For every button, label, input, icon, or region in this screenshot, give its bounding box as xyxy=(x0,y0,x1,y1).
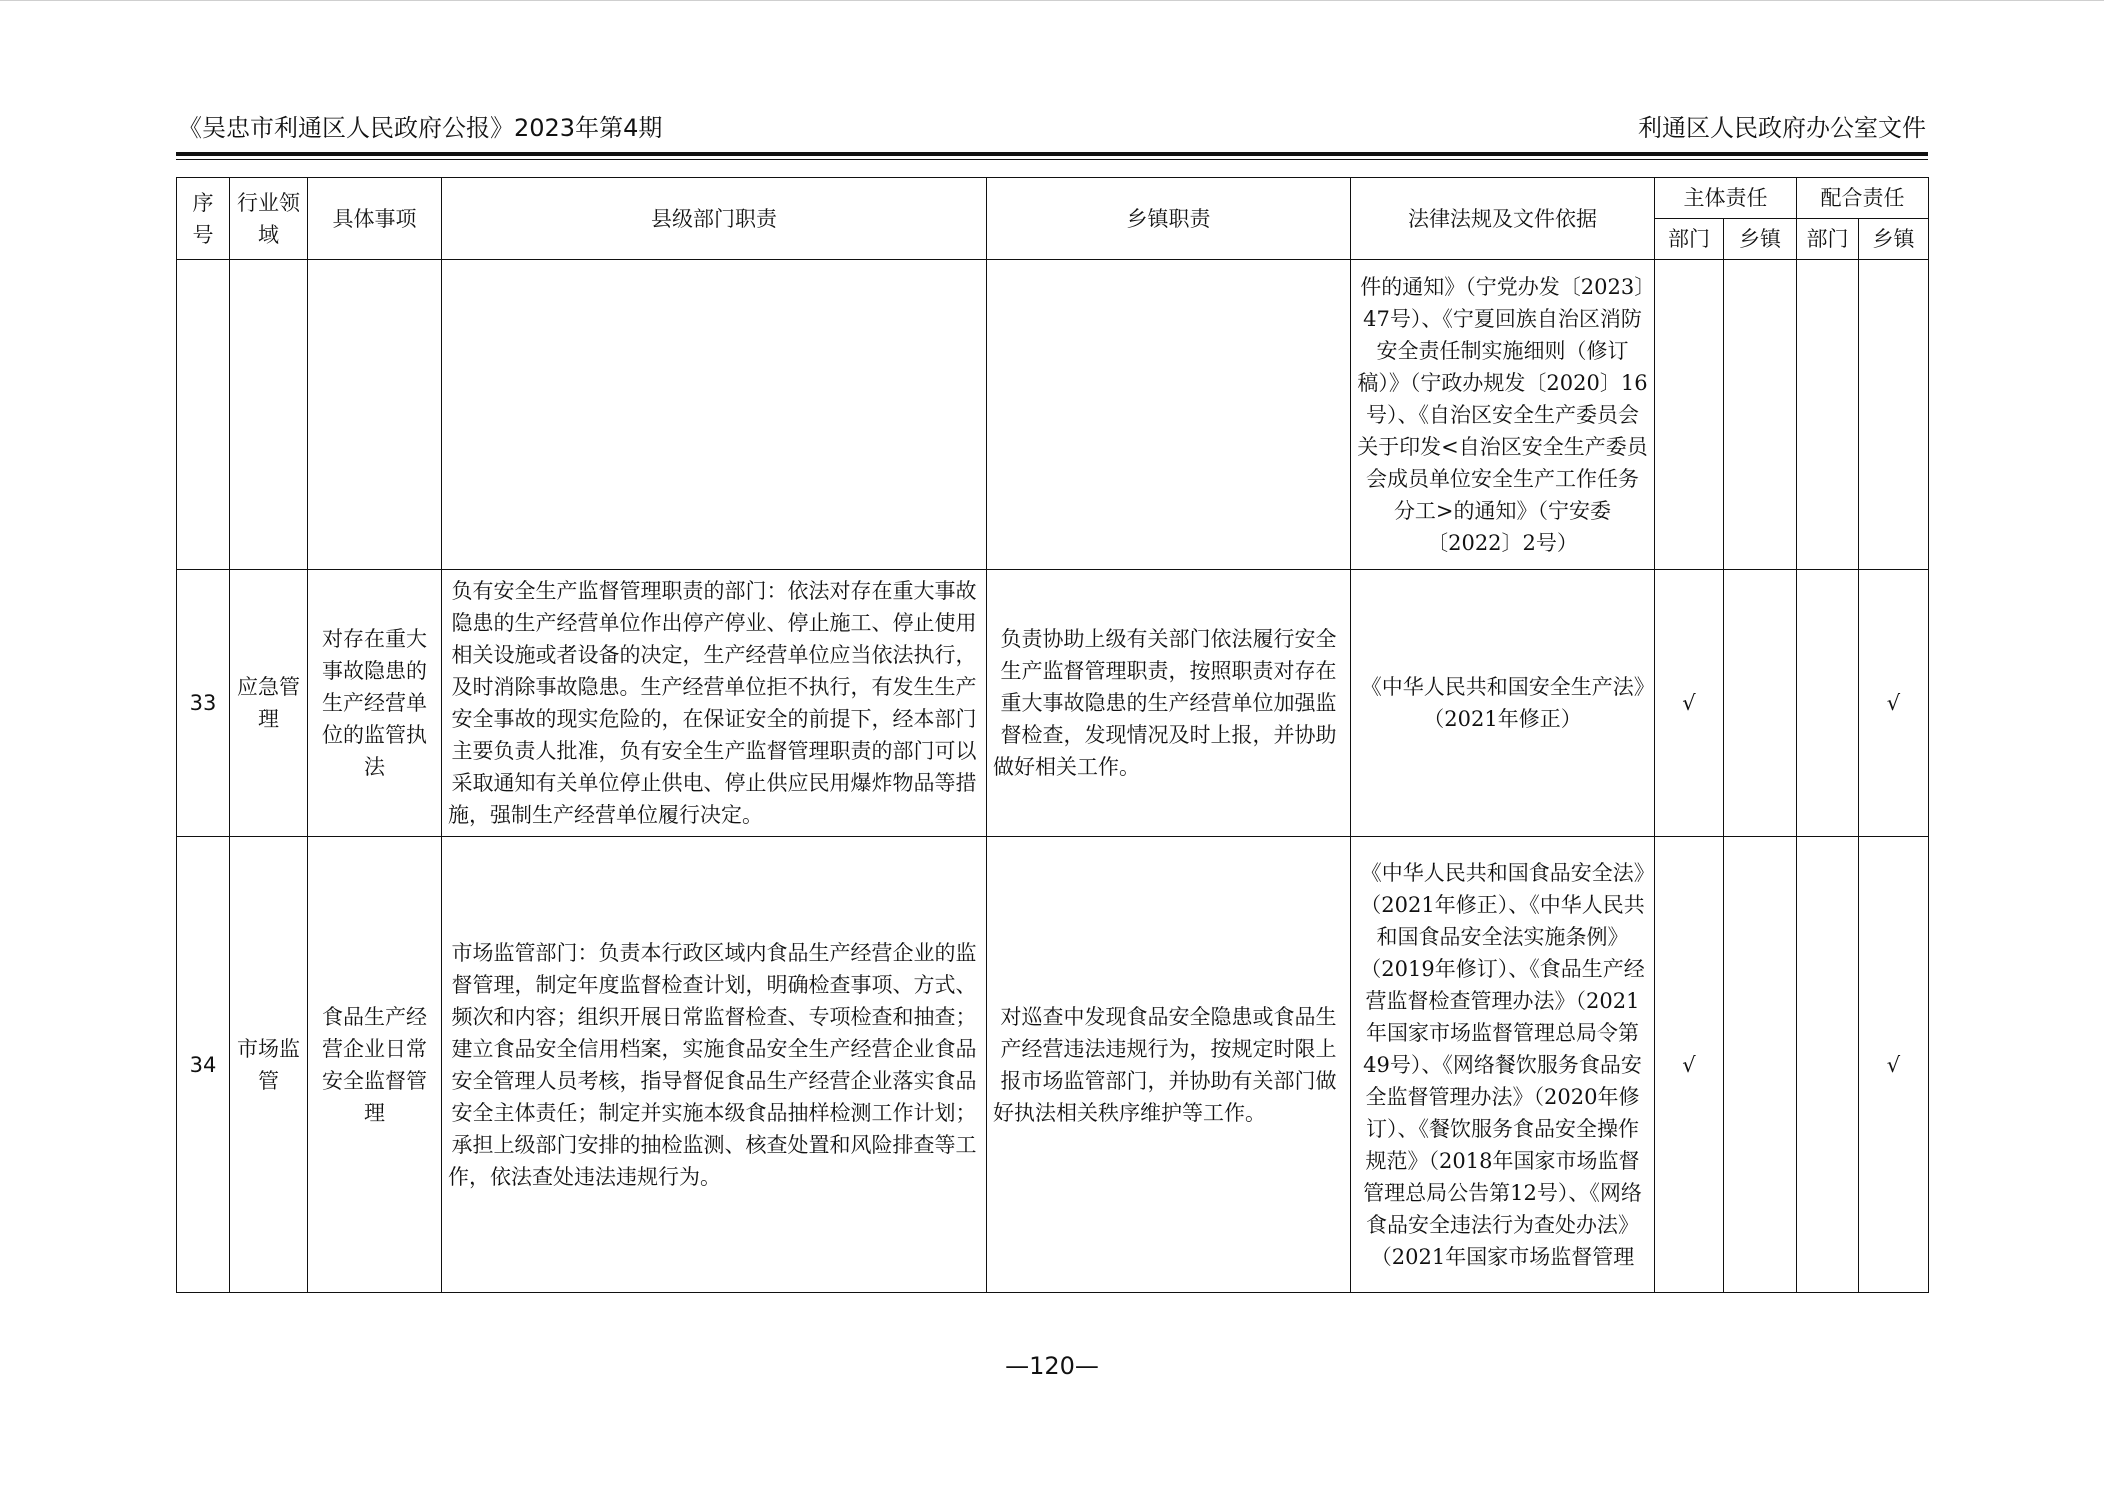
row-county-duty: 市场监管部门：负责本行政区域内食品生产经营企业的监督管理，制定年度监督检查计划，明确检查事项、方式、频次和内容；组织开展日常监督检查、专项检查和抽查；建立食品安全信用档案，实施食品安全生产经营企业食品安全管理人员考核，指导督促食品生产经营企业落实食品安全主体责任；制定并实施本级食品抽样检测工作计划；承担上级部门安排的抽检监测、核查处置和风险排查等工作，依法查处违法违规行为。 xyxy=(442,837,987,1293)
row-coop-dept xyxy=(1797,570,1859,837)
row-main-township xyxy=(1724,570,1797,837)
row-county-duty: 负有安全生产监督管理职责的部门：依法对存在重大事故隐患的生产经营单位作出停产停业、停止施工、停止使用相关设施或者设备的决定，生产经营单位应当依法执行，及时消除事故隐患。生产经营单位拒不执行，有发生生产安全事故的现实危险的，在保证安全的前提下，经本部门主要负责人批准，负有安全生产监督管理职责的部门可以采取通知有关单位停止供电、停止供应民用爆炸物品等措施，强制生产经营单位履行决定。 xyxy=(442,570,987,837)
row-main-township xyxy=(1724,260,1797,570)
header-main-dept: 部门 xyxy=(1655,219,1724,260)
table-row xyxy=(177,837,1929,1293)
page-number: —120— xyxy=(1005,1352,1099,1380)
row-main-township xyxy=(1724,837,1797,1293)
row-seq: 33 xyxy=(177,570,230,837)
row-legal-basis: 《中华人民共和国安全生产法》（2021年修正） xyxy=(1351,570,1655,837)
header-coop-township: 乡镇 xyxy=(1859,219,1929,260)
header-main-township: 乡镇 xyxy=(1724,219,1797,260)
page-top-rule xyxy=(0,0,2104,1)
row-town-duty xyxy=(987,260,1351,570)
gazette-title: 《吴忠市利通区人民政府公报》2023年第4期 xyxy=(178,114,663,142)
header-rule-thick xyxy=(176,152,1928,156)
row-legal-basis: 件的通知》（宁党办发〔2023〕47号）、《宁夏回族自治区消防安全责任制实施细则（修订稿）》（宁政办规发〔2020〕16号）、《自治区安全生产委员会关于印发<自治区安全生产委员会成员单位安全生产工作任务分工>的通知》（宁安委〔2022〕2号） xyxy=(1351,260,1655,570)
header-rule-thin xyxy=(176,159,1928,160)
header-seq: 序号 xyxy=(177,178,230,260)
row-main-dept: √ xyxy=(1655,570,1724,837)
row-town-duty: 负责协助上级有关部门依法履行安全生产监督管理职责，按照职责对存在重大事故隐患的生产经营单位加强监督检查，发现情况及时上报，并协助做好相关工作。 xyxy=(987,570,1351,837)
row-coop-township: √ xyxy=(1859,570,1929,837)
row-seq xyxy=(177,260,230,570)
row-town-duty: 对巡查中发现食品安全隐患或食品生产经营违法违规行为，按规定时限上报市场监管部门，并协助有关部门做好执法相关秩序维护等工作。 xyxy=(987,837,1351,1293)
row-item: 对存在重大事故隐患的生产经营单位的监管执法 xyxy=(308,570,442,837)
header-town-duty: 乡镇职责 xyxy=(987,178,1351,260)
header-county-duty: 县级部门职责 xyxy=(442,178,987,260)
row-main-dept xyxy=(1655,260,1724,570)
row-seq: 34 xyxy=(177,837,230,1293)
row-county-duty xyxy=(442,260,987,570)
row-coop-dept xyxy=(1797,260,1859,570)
row-main-dept: √ xyxy=(1655,837,1724,1293)
table-row xyxy=(177,260,1929,570)
header-main-responsibility: 主体责任 xyxy=(1655,178,1797,219)
row-coop-township: √ xyxy=(1859,837,1929,1293)
row-coop-dept xyxy=(1797,837,1859,1293)
header-coop-responsibility: 配合责任 xyxy=(1797,178,1929,219)
row-domain: 市场监管 xyxy=(230,837,308,1293)
row-legal-basis: 《中华人民共和国食品安全法》（2021年修正）、《中华人民共和国食品安全法实施条例》（2019年修订）、《食品生产经营监督检查管理办法》（2021年国家市场监督管理总局令第49号）、《网络餐饮服务食品安全监督管理办法》（2020年修订）、《餐饮服务食品安全操作规范》（2018年国家市场监督管理总局公告第12号）、《网络食品安全违法行为查处办法》（2021年国家市场监督管理 xyxy=(1351,837,1655,1293)
row-domain xyxy=(230,260,308,570)
header-coop-dept: 部门 xyxy=(1797,219,1859,260)
table-row xyxy=(177,570,1929,837)
header-item: 具体事项 xyxy=(308,178,442,260)
row-domain: 应急管理 xyxy=(230,570,308,837)
issuing-office: 利通区人民政府办公室文件 xyxy=(1638,114,1926,142)
row-item xyxy=(308,260,442,570)
page-header xyxy=(176,108,1928,148)
header-domain: 行业领域 xyxy=(230,178,308,260)
responsibility-table xyxy=(176,177,1929,1293)
row-item: 食品生产经营企业日常安全监督管理 xyxy=(308,837,442,1293)
row-coop-township xyxy=(1859,260,1929,570)
header-legal-basis: 法律法规及文件依据 xyxy=(1351,178,1655,260)
